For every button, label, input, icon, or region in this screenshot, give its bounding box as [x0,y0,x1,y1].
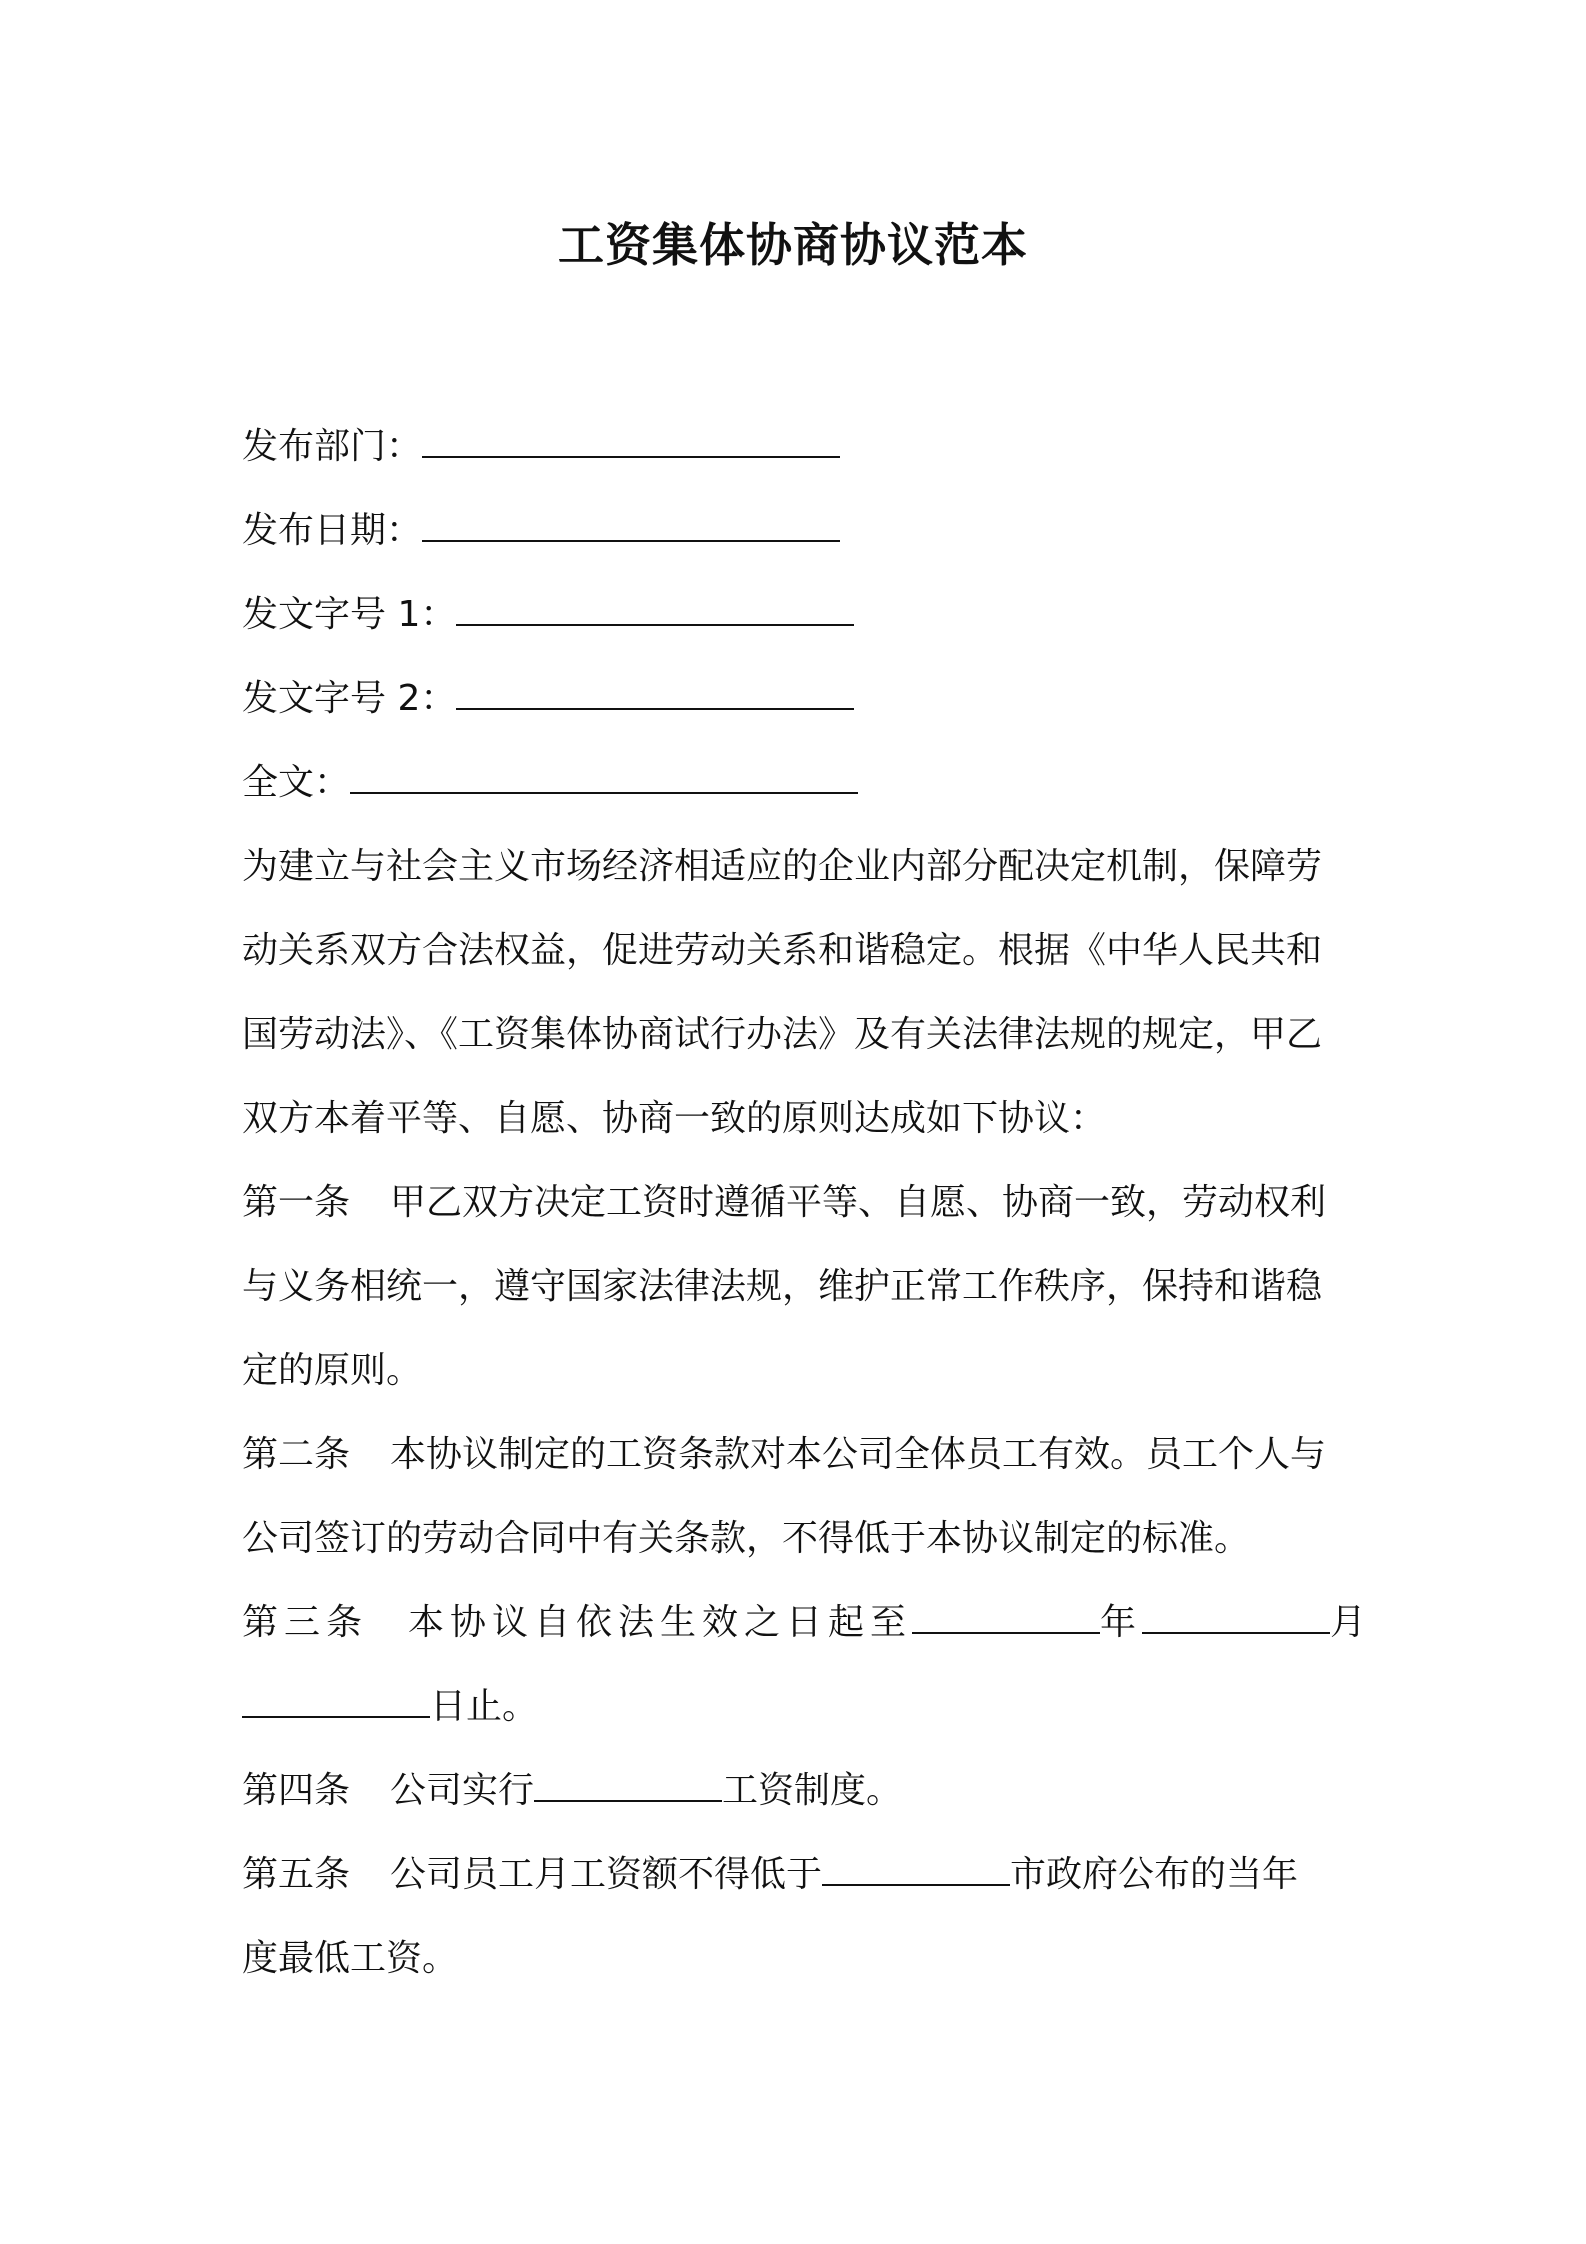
blank-underline [534,1799,722,1802]
article-text: 市政府公布的当年 [1010,1854,1299,1895]
field-label: 发文字号 1： [242,594,457,635]
article-text: 公司实行 [390,1770,535,1811]
preamble-line: 国劳动法》、《工资集体协商试行办法》及有关法律法规的规定，甲乙 [242,1014,1323,1055]
blank-underline [422,539,840,542]
blank-underline [422,455,840,458]
article-5-line [242,1833,1352,1917]
article-label: 第三条 [242,1602,369,1643]
blank-underline [822,1883,1010,1886]
article-1-line: 与义务相统一，遵守国家法律法规，维护正常工作秩序，保持和谐稳 [242,1266,1323,1307]
blank-underline [1142,1631,1330,1634]
article-3-line [242,1581,1373,1665]
field-document-number-1 [242,573,1352,657]
blank-underline [456,623,854,626]
field-publishing-department [242,405,1352,489]
blank-underline [456,707,854,710]
article-text: 日止。 [430,1686,539,1727]
preamble-line: 为建立与社会主义市场经济相适应的企业内部分配决定机制，保障劳 [242,846,1323,887]
article-2-line [242,1413,1352,1497]
year-label: 年 [1100,1602,1143,1643]
blank-underline [242,1715,430,1718]
article-text: 甲乙双方决定工资时遵循平等、自愿、协商一致，劳动权利 [390,1182,1327,1223]
field-label: 发布日期： [242,510,423,551]
article-text: 本协议制定的工资条款对本公司全体员工有效。员工个人与 [390,1434,1327,1475]
article-label: 第四条 [242,1770,351,1811]
preamble-line: 动关系双方合法权益，促进劳动关系和谐稳定。根据《中华人民共和 [242,930,1323,971]
field-full-text [242,741,1352,825]
preamble-line: 双方本着平等、自愿、协商一致的原则达成如下协议： [242,1098,1107,1139]
article-text: 本协议自依法生效之日起至 [408,1602,913,1643]
article-label: 第一条 [242,1182,351,1223]
article-1-line [242,1161,1352,1245]
document-body [242,405,1373,2001]
field-label: 发文字号 2： [242,678,457,719]
article-label: 第五条 [242,1854,351,1895]
field-document-number-2 [242,657,1352,741]
article-5-line: 度最低工资。 [242,1938,459,1979]
article-2-line: 公司签订的劳动合同中有关条款，不得低于本协议制定的标准。 [242,1518,1251,1559]
field-publishing-date [242,489,1352,573]
article-1-line: 定的原则。 [242,1350,423,1391]
blank-underline [350,791,858,794]
document-title: 工资集体协商协议范本 [558,218,1028,272]
article-text: 公司员工月工资额不得低于 [390,1854,823,1895]
article-label: 第二条 [242,1434,351,1475]
article-text: 工资制度。 [722,1770,903,1811]
field-label: 全文： [242,762,351,803]
article-3-line [242,1665,1352,1749]
field-label: 发布部门： [242,426,423,467]
blank-underline [912,1631,1100,1634]
month-label: 月 [1330,1602,1373,1643]
article-4-line [242,1749,1352,1833]
